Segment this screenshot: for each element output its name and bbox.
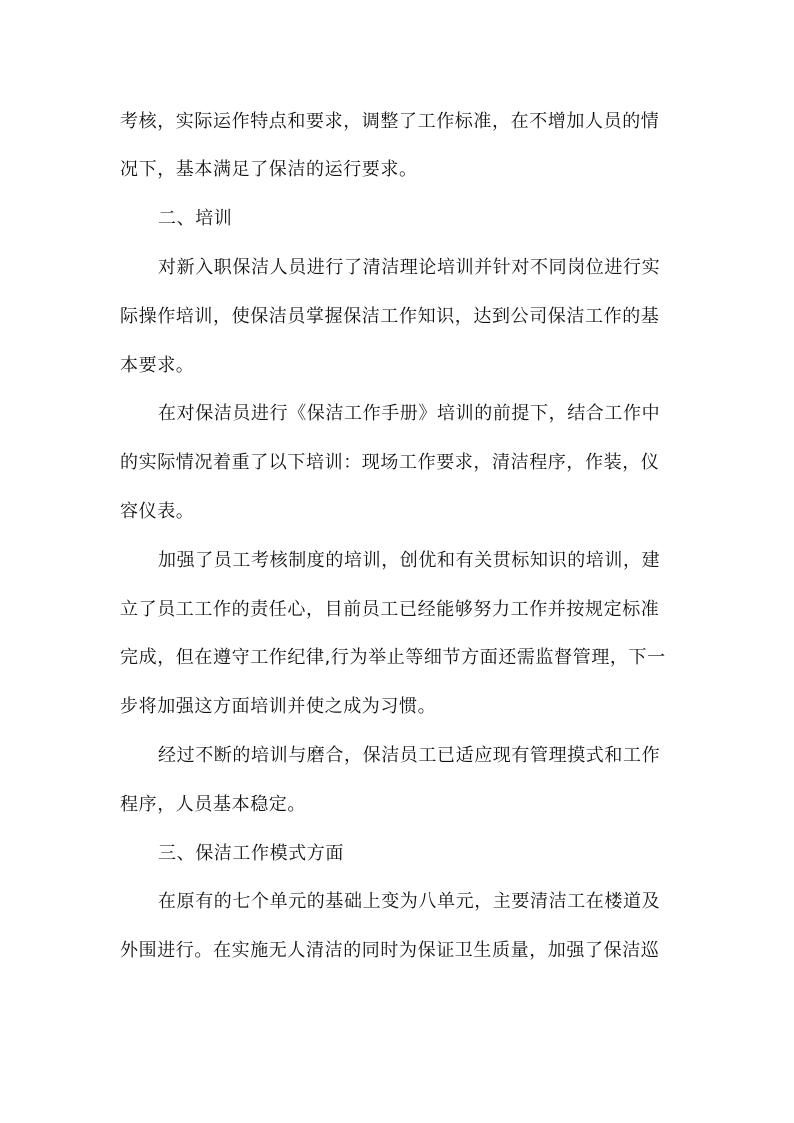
paragraph-line: 步将加强这方面培训并使之成为习惯。 bbox=[120, 696, 437, 717]
paragraph-line: 程序，人员基本稳定。 bbox=[120, 794, 306, 815]
paragraph-line: 在对保洁员进行《保洁工作手册》培训的前提下，结合工作中 bbox=[158, 403, 661, 424]
paragraph-line: 在原有的七个单元的基础上变为八单元，主要清洁工在楼道及 bbox=[158, 891, 661, 912]
paragraph-line: 考核，实际运作特点和要求，调整了工作标准，在不增加人员的情 bbox=[120, 111, 660, 132]
paragraph-line: 际操作培训，使保洁员掌握保洁工作知识，达到公司保洁工作的基 bbox=[120, 306, 660, 327]
paragraph-line: 完成，但在遵守工作纪律,行为举止等细节方面还需监督管理，下一 bbox=[120, 647, 666, 668]
section-heading-training: 二、培训 bbox=[158, 208, 233, 229]
paragraph-line: 对新入职保洁人员进行了清洁理论培训并针对不同岗位进行实 bbox=[158, 257, 661, 278]
paragraph-line: 本要求。 bbox=[120, 355, 195, 376]
paragraph-line: 经过不断的培训与磨合，保洁员工已适应现有管理摸式和工作 bbox=[158, 745, 661, 766]
section-heading-cleaning-mode: 三、保洁工作模式方面 bbox=[158, 843, 344, 864]
paragraph-line: 立了员工工作的责任心，目前员工已经能够努力工作并按规定标准 bbox=[120, 599, 660, 620]
paragraph-line: 加强了员工考核制度的培训，创优和有关贯标知识的培训，建 bbox=[158, 550, 661, 571]
paragraph-line: 容仪表。 bbox=[120, 501, 195, 522]
paragraph-line: 外围进行。在实施无人清洁的同时为保证卫生质量，加强了保洁巡 bbox=[120, 940, 660, 961]
paragraph-line: 况下，基本满足了保洁的运行要求。 bbox=[120, 159, 418, 180]
paragraph-line: 的实际情况着重了以下培训：现场工作要求，清洁程序，作装，仪 bbox=[120, 452, 660, 473]
